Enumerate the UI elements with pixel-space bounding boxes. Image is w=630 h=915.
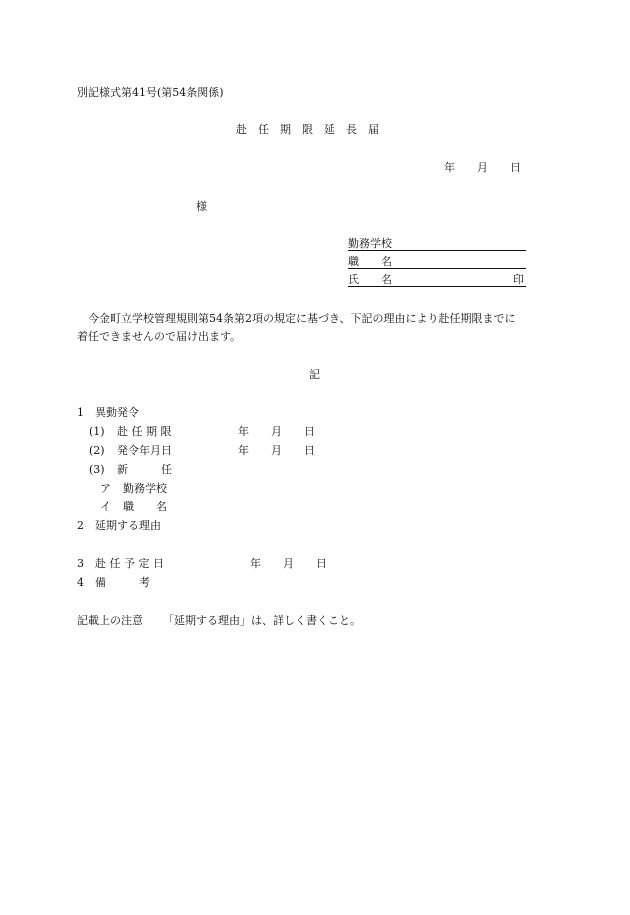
- body-line-1: 今金町立学校管理規則第54条第2項の規定に基づき、下記の理由により赴任期限までに: [88, 312, 516, 325]
- record-heading: 記: [309, 368, 320, 381]
- name-label: 氏 名: [348, 273, 392, 286]
- item-2-label: 延期する理由: [95, 519, 161, 532]
- sub-1-label: 赴 任 期 限: [117, 425, 172, 438]
- item-3-number: 3: [77, 557, 84, 570]
- sub-3-label: 新 任: [117, 463, 172, 476]
- date-line: 年 月 日: [444, 161, 521, 174]
- school-underline: [348, 250, 526, 251]
- sub-3b-label: 職 名: [123, 500, 167, 513]
- school-label: 勤務学校: [348, 237, 392, 250]
- item-4-number: 4: [77, 576, 84, 589]
- item-2-number: 2: [77, 519, 84, 532]
- note-text: 「延期する理由」は、詳しく書くこと。: [163, 614, 361, 627]
- sub-2-label: 発令年月日: [117, 444, 172, 457]
- position-underline: [348, 268, 526, 269]
- item-3-label: 赴 任 予 定 日: [95, 557, 164, 570]
- name-underline: [348, 286, 526, 287]
- item-4-label: 備 考: [95, 576, 150, 589]
- body-line-2: 着任できませんので届け出ます。: [77, 330, 242, 343]
- item-1-label: 異動発令: [95, 406, 139, 419]
- form-title: 赴 任 期 限 延 長 届: [236, 123, 379, 136]
- item-1-number: 1: [77, 406, 84, 419]
- sub-3-number: (3): [89, 463, 105, 476]
- seal-mark: 印: [513, 273, 524, 286]
- sub-3a-label: 勤務学校: [123, 482, 167, 495]
- note-label: 記載上の注意: [77, 614, 143, 627]
- position-label: 職 名: [348, 255, 392, 268]
- addressee-honorific: 様: [196, 200, 207, 213]
- item-3-date: 年 月 日: [250, 557, 327, 570]
- sub-1-number: (1): [89, 425, 105, 438]
- form-number: 別記様式第41号(第54条関係): [77, 86, 224, 99]
- sub-3b-marker: イ: [100, 500, 111, 513]
- sub-1-date: 年 月 日: [238, 425, 315, 438]
- sub-3a-marker: ア: [100, 482, 111, 495]
- sub-2-number: (2): [89, 444, 105, 457]
- sub-2-date: 年 月 日: [238, 444, 315, 457]
